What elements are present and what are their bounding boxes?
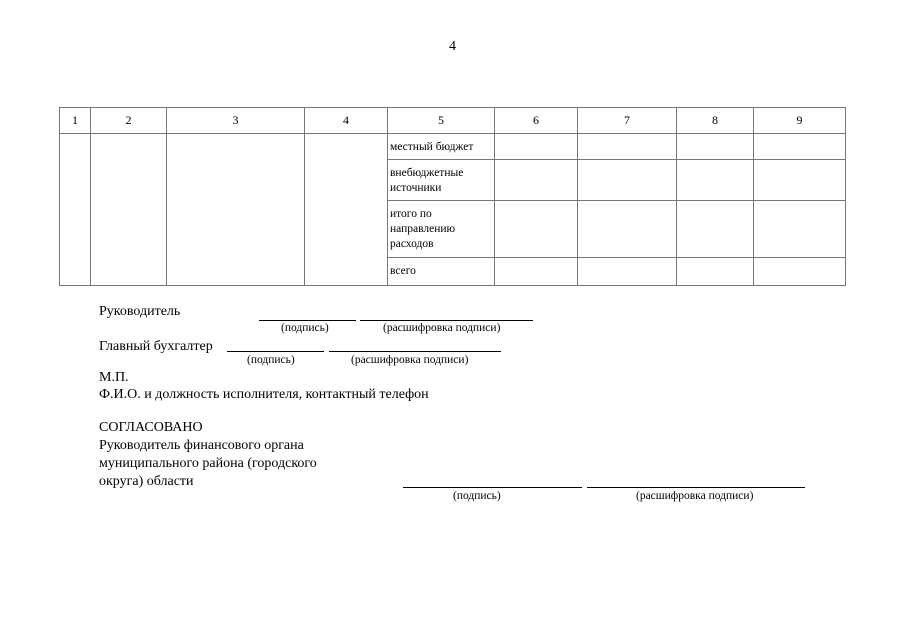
table-header-row: [60, 108, 846, 134]
head-signature-line: [259, 320, 356, 321]
table-cell: [754, 258, 846, 286]
accountant-signature-caption: (подпись): [247, 354, 295, 366]
table-cell: [495, 160, 578, 201]
approval-decoding-caption: (расшифровка подписи): [636, 490, 754, 502]
header-cell: 6: [495, 108, 578, 134]
head-decoding-caption: (расшифровка подписи): [383, 322, 501, 334]
header-cell: 3: [167, 108, 305, 134]
header-cell: 9: [754, 108, 846, 134]
cell-col-2: [91, 134, 167, 286]
approval-heading: СОГЛАСОВАНО: [99, 420, 203, 435]
row-label-total: всего: [388, 258, 495, 286]
row-label-local-budget: местный бюджет: [388, 134, 495, 160]
table-cell: [578, 258, 677, 286]
approval-line-2: муниципального района (городского: [99, 456, 317, 471]
approval-decoding-line: [587, 487, 805, 488]
accountant-decoding-line: [329, 351, 501, 352]
chief-accountant-label: Главный бухгалтер: [99, 339, 213, 354]
header-cell: 8: [677, 108, 754, 134]
cell-col-3: [167, 134, 305, 286]
table-row: [60, 134, 846, 160]
header-cell: 4: [305, 108, 388, 134]
table-cell: [495, 201, 578, 258]
table-cell: [677, 201, 754, 258]
table-cell: [754, 201, 846, 258]
head-signature-caption: (подпись): [281, 322, 329, 334]
table-cell: [578, 134, 677, 160]
table-cell: [578, 201, 677, 258]
row-label-extrabudgetary: внебюджетные источники: [388, 160, 495, 201]
row-label-subtotal: итого по направлению расходов: [388, 201, 495, 258]
executor-label: Ф.И.О. и должность исполнителя, контактный телефон: [99, 387, 429, 402]
table-cell: [677, 160, 754, 201]
header-cell: 5: [388, 108, 495, 134]
table-cell: [677, 134, 754, 160]
head-label: Руководитель: [99, 304, 181, 319]
table-cell: [754, 134, 846, 160]
header-cell: 7: [578, 108, 677, 134]
head-decoding-line: [360, 320, 533, 321]
table-cell: [578, 160, 677, 201]
approval-signature-line: [403, 487, 582, 488]
cell-col-4: [305, 134, 388, 286]
accountant-signature-line: [227, 351, 324, 352]
approval-line-1: Руководитель финансового органа: [99, 438, 304, 453]
header-cell: 1: [60, 108, 91, 134]
cell-col-1: [60, 134, 91, 286]
page-number: 4: [449, 39, 456, 54]
table-cell: [754, 160, 846, 201]
table-cell: [495, 134, 578, 160]
budget-table: [59, 107, 846, 286]
accountant-decoding-caption: (расшифровка подписи): [351, 354, 469, 366]
approval-signature-caption: (подпись): [453, 490, 501, 502]
seal-placeholder: М.П.: [99, 370, 129, 385]
approval-line-3: округа) области: [99, 474, 194, 489]
table-cell: [677, 258, 754, 286]
table-cell: [495, 258, 578, 286]
header-cell: 2: [91, 108, 167, 134]
